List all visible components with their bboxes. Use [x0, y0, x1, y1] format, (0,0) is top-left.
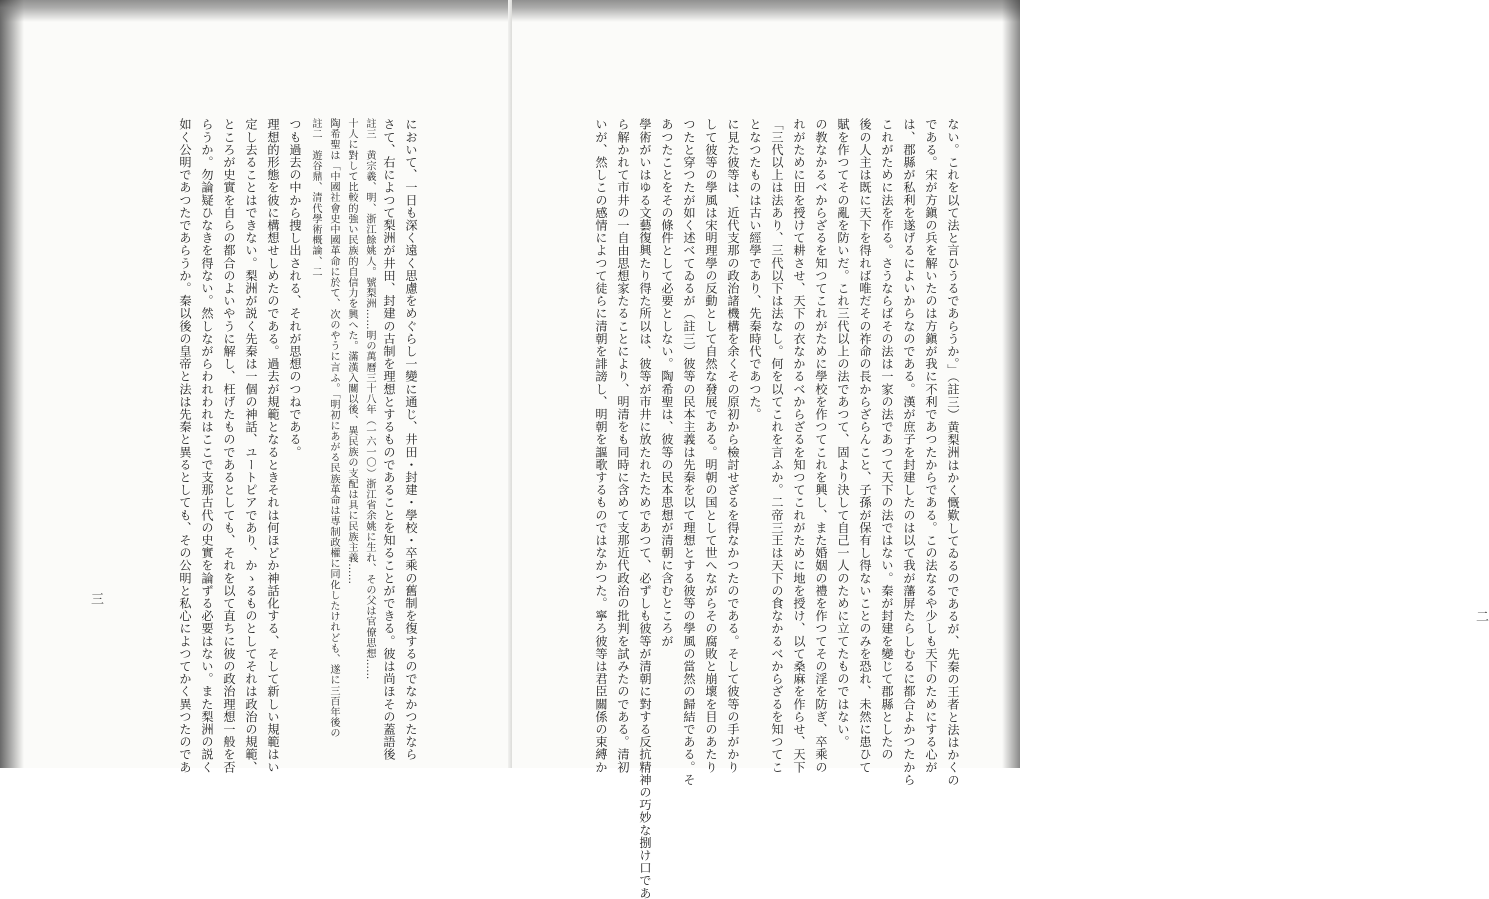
text-column: つたと穿つたが如く述べてゐるが（註三）彼等の民本主義は先秦を以て理想とする彼等の學風の當然の歸結である。そ — [682, 118, 696, 786]
left-edge-shadow — [0, 0, 24, 768]
text-column: である。宋が方鎭の兵を解いたのは方鎭が我に不利であつたからである。この法なるや少しも天下のためにする心が — [924, 118, 938, 774]
footnote-column: 註二 遊谷鼎、清代學術概論、二 — [310, 118, 321, 277]
page-number: 二 — [1476, 610, 1489, 625]
text-column: 理想的形態を彼に構想せしめたのである。過去が規範となるときそれは何ほどか神話化する、そして新しい規範はい — [266, 118, 280, 774]
text-column: 後の人主は既に天下を得れば唯だその祚命の長からざらんこと、子孫が保有し得ないことのみを恐れ、未然に患ひて — [858, 118, 872, 774]
text-column: は、郡縣が私利を遂げるによいからなのである。漢が庶子を封建したのは以て我が藩屏たらしむるに都合よかつたから — [902, 118, 916, 786]
text-column: に見た彼等は、近代支那の政治諸機構を余くその原初から檢討せざるを得なかつたのである。そして彼等の手がかり — [726, 118, 740, 774]
text-column: において、一日も深く遠く思慮をめぐらし一變に通じ、井田・封建・學校・卒乘の舊制を復するのでなかつたなら — [404, 118, 418, 761]
text-column: さて、右によつて梨洲が井田、封建の古制を理想とするものであることを知ることができる。彼は尚ほその蓋語後 — [382, 118, 396, 761]
right-top-shadow — [512, 0, 1020, 22]
text-column: 學術がいはゆる文藝復興たり得た所以は、彼等が市井に放たれたためであつて、必ずしも彼等が清朝に對する反抗精神の巧妙な捌け口であ — [638, 118, 652, 899]
footnote-column: 陶希聖は「中國社會史中國革命に於て、次のやうに言ふ。「明初にあがる民族革命は専制政權に同化したけれども、遂に三百年後の — [328, 118, 339, 739]
left-page — [0, 0, 512, 774]
text-column: ない。これを以て法と言ひうるであらうか。」（註三）黄梨洲はかく慨歎してゐるのであるが、先秦の王者と法はかくの — [946, 118, 960, 787]
text-column: 如く公明であつたであらうか。秦以後の皇帝と法は先秦と異るとしても、その公明と私心によつてかく異つたのであ — [178, 118, 192, 774]
text-column: して彼等の學風は宋明理學の反動として自然な發展である。明朝の国として世へながらその腐敗と崩壞を目のあたり — [704, 118, 718, 774]
right-page-text — [544, 118, 964, 899]
text-column: れがために田を授けて耕させ、天下の衣なかるべからざるを知つてこれがために地を授け、以て桑麻を作らせ、天下 — [792, 118, 806, 774]
left-page-text — [92, 118, 422, 774]
text-column: つも過去の中から捜し出される、それが思想のつねである。 — [288, 118, 302, 459]
right-page — [512, 0, 1489, 899]
page-number: 三 — [88, 592, 103, 605]
text-column: 定し去ることはできない。梨洲が説く先秦は一個の神話、ユートピアであり、かゝるものとしてそれは政治の規範、 — [244, 118, 258, 774]
text-column: となつたものは古い經學であり、先秦時代であつた。 — [748, 118, 762, 421]
text-column: の教なかるべからざるを知つてこれがために學校を作つてこれを興し、また婚姻の禮を作つてその淫を防ぎ、卒乘の — [814, 118, 828, 774]
text-column: いが、然しこの感情によつて徒らに清朝を誹謗し、明朝を謳歌するものではなかつた。寧ろ彼等は君臣關係の束縛か — [594, 118, 608, 774]
text-column: ら解かれて市井の一自由思想家たることにより、明清をも同時に含めて支那近代政治の批判を試みたのである。清初 — [616, 118, 630, 774]
footnote-column: 十人に對して比較的強い民族的自信力を興へた。滿漢入關以後、異民族の支配は具に民族主義…… — [346, 118, 357, 585]
text-column: ところが史實を自らの都合のよいやうに解し、枉げたものであるとしても、それを以て直ちに彼の政治理想一般を否 — [222, 118, 236, 774]
text-column: あつたことをその條件として必要としない。陶希聖は、彼等の民本思想が清朝に含むところが — [660, 118, 674, 648]
text-column: らうか。勿論疑ひなきを得ない。然しながらわれわれはここで支那古代の史實を論ずる必要はない。また梨洲の説く — [200, 118, 214, 774]
left-top-shadow — [0, 0, 512, 22]
footnote-column: 註三 黄宗羲、明、浙江餘姚人。號梨洲……明の萬曆三十八年（一六一〇）浙江省余姚に生れ、その父は官僚思想…… — [364, 118, 375, 680]
text-column: これがために法を作る。さうならばその法は一家の法であつて天下の法ではない。秦が封建を變じて郡縣としたの — [880, 118, 894, 761]
text-column: 賦を作つてその亂を防いだ。これ三代以上の法であつて、固より決して自己一人のために立てたものではない。 — [836, 118, 850, 748]
text-column: 「三代以上は法あり、三代以下は法なし。何を以てこれを言ふか。二帝三王は天下の食なかるべからざるを知つてこ — [770, 118, 784, 774]
right-edge-shadow — [1002, 0, 1020, 768]
